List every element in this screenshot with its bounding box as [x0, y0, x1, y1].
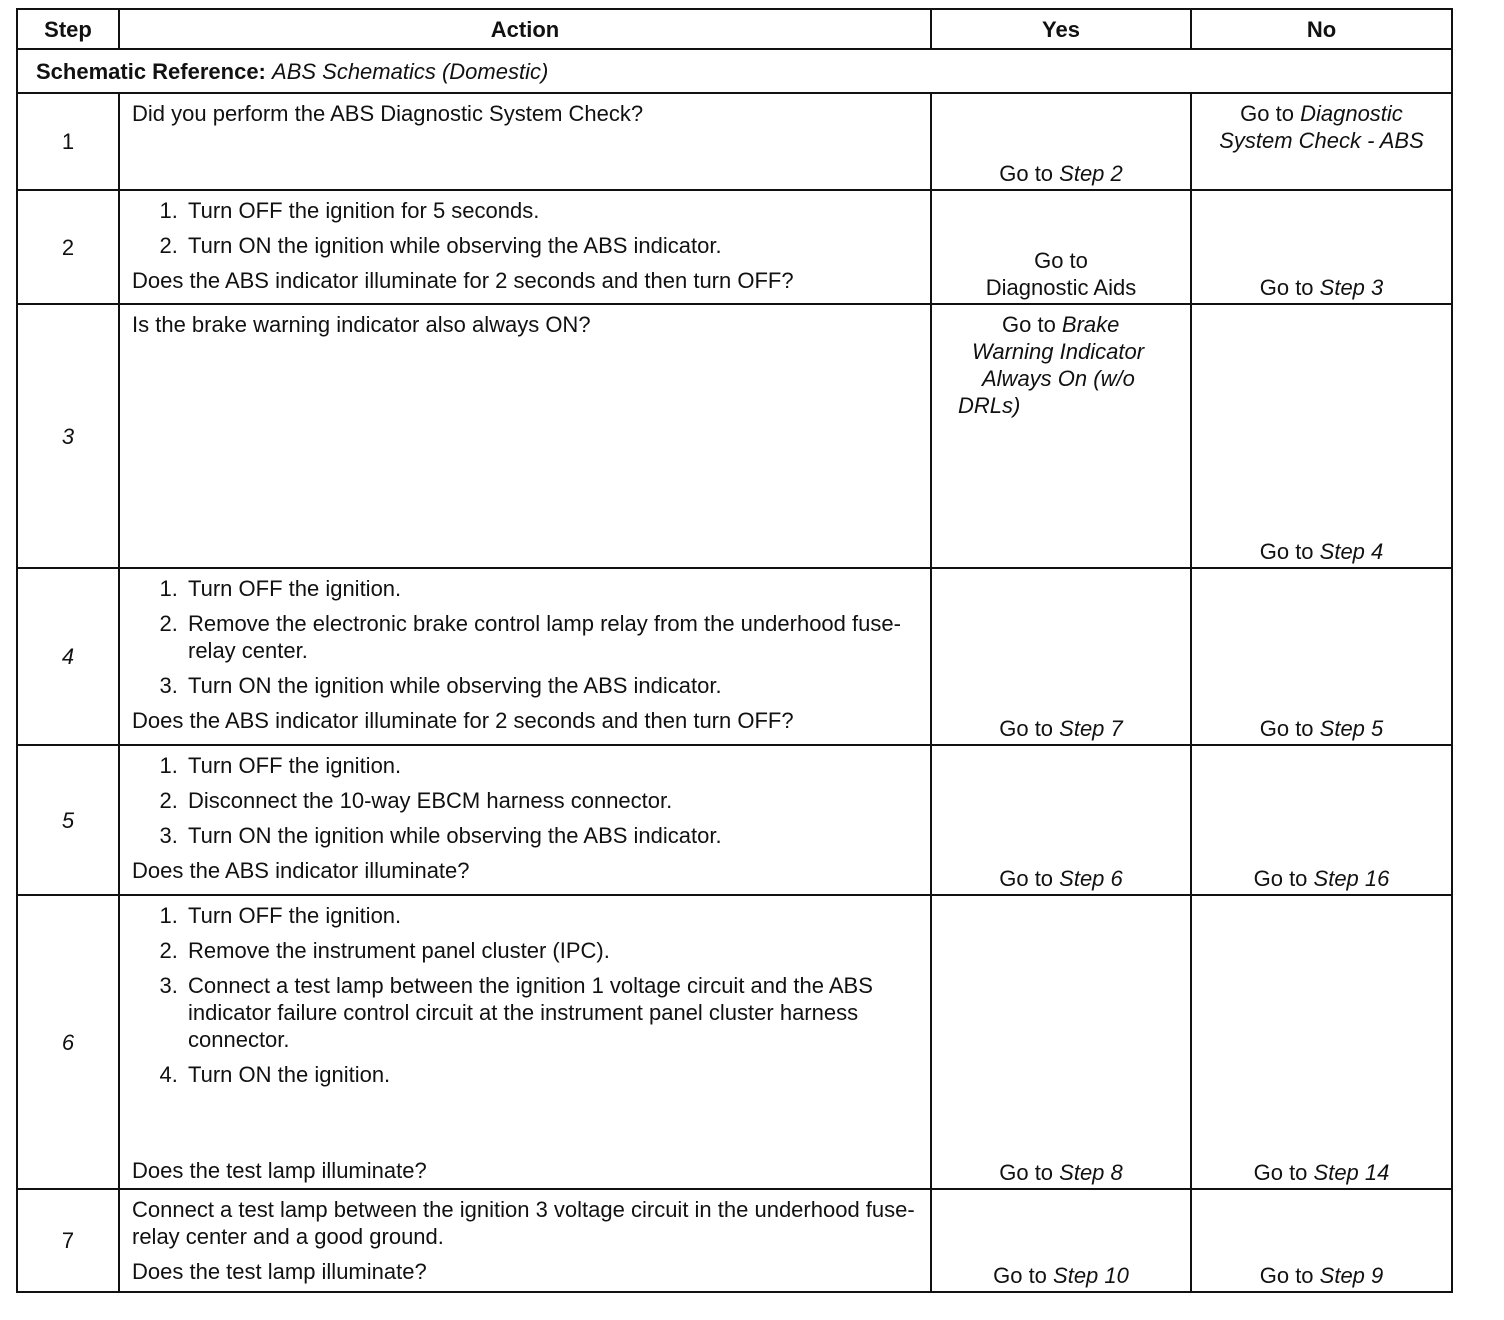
yes-result: Go to Step 10 [993, 1263, 1129, 1288]
schematic-value: ABS Schematics (Domestic) [272, 58, 549, 84]
header-row [17, 9, 1452, 49]
schematic-row [17, 49, 1452, 93]
instruction: Connect a test lamp between the ignition 3 voltage circuit in the underhood fuse-relay center and a good ground. [132, 1197, 915, 1249]
yes-cell [931, 745, 1191, 895]
no-result: Go to Step 4 [1259, 539, 1384, 564]
no-cell [1191, 895, 1452, 1189]
step-list [132, 575, 918, 699]
no-result: Go to Step 16 [1253, 866, 1390, 891]
step-number: 7 [17, 1189, 119, 1292]
step-list [132, 197, 918, 259]
list-item: 2. Remove the instrument panel cluster (IPC). [184, 937, 918, 964]
question: Does the ABS indicator illuminate? [132, 858, 470, 883]
no-cell [1191, 93, 1452, 190]
action-cell [119, 895, 931, 1189]
action-cell [119, 1189, 931, 1292]
list-item: 3. Connect a test lamp between the ignition 1 voltage circuit and the ABS indicator failure control circuit at the instrument panel cluster harness connector. [184, 972, 918, 1053]
list-item: 1. Turn OFF the ignition for 5 seconds. [184, 197, 918, 224]
no-result: Go to Diagnostic System Check - ABS [1219, 101, 1424, 153]
list-item: 3. Turn ON the ignition while observing the ABS indicator. [184, 672, 918, 699]
step-list [132, 902, 918, 1088]
question: Does the ABS indicator illuminate for 2 seconds and then turn OFF? [132, 708, 794, 733]
yes-cell [931, 93, 1191, 190]
table-row [17, 304, 1452, 568]
yes-cell [931, 895, 1191, 1189]
list-item: 2. Remove the electronic brake control lamp relay from the underhood fuse-relay center. [184, 610, 918, 664]
question: Did you perform the ABS Diagnostic System Check? [132, 101, 644, 126]
list-item: 1. Turn OFF the ignition. [184, 575, 918, 602]
table-row [17, 190, 1452, 304]
question: Does the ABS indicator illuminate for 2 seconds and then turn OFF? [132, 268, 794, 293]
header-no: No [1191, 9, 1452, 49]
question: Does the test lamp illuminate? [132, 1158, 427, 1183]
list-item: 1. Turn OFF the ignition. [184, 752, 918, 779]
action-cell [119, 93, 931, 190]
action-cell [119, 190, 931, 304]
step-number: 5 [17, 745, 119, 895]
step-list [132, 752, 918, 849]
no-cell [1191, 304, 1452, 568]
yes-cell [931, 1189, 1191, 1292]
table-row [17, 1189, 1452, 1292]
no-cell [1191, 568, 1452, 745]
yes-result: Go to Step 8 [999, 1160, 1123, 1185]
no-result: Go to Step 14 [1253, 1160, 1390, 1185]
step-number: 1 [17, 93, 119, 190]
yes-result: Go to Diagnostic Aids [985, 248, 1137, 300]
action-cell [119, 745, 931, 895]
header-yes: Yes [931, 9, 1191, 49]
schematic-label: Schematic Reference: [36, 58, 266, 84]
table-row [17, 895, 1452, 1189]
question: Does the test lamp illuminate? [132, 1259, 427, 1284]
no-result: Go to Step 3 [1259, 275, 1384, 300]
yes-result: Go to Step 7 [999, 716, 1123, 741]
yes-result: Go to Step 6 [999, 866, 1123, 891]
table-row [17, 568, 1452, 745]
yes-result: Go to Step 2 [999, 161, 1123, 186]
yes-cell [931, 190, 1191, 304]
no-result: Go to Step 5 [1259, 716, 1384, 741]
list-item: 2. Turn ON the ignition while observing the ABS indicator. [184, 232, 918, 259]
yes-cell [931, 568, 1191, 745]
header-step: Step [17, 9, 119, 49]
yes-result: Go to Brake Warning Indicator Always On (w/o DRLs) [958, 312, 1145, 418]
list-item: 2. Disconnect the 10-way EBCM harness connector. [184, 787, 918, 814]
list-item: 3. Turn ON the ignition while observing the ABS indicator. [184, 822, 918, 849]
diagnostic-table [16, 8, 1453, 1293]
step-number: 3 [17, 304, 119, 568]
action-cell [119, 568, 931, 745]
question: Is the brake warning indicator also always ON? [132, 312, 591, 337]
step-number: 6 [17, 895, 119, 1189]
no-cell [1191, 1189, 1452, 1292]
no-cell [1191, 745, 1452, 895]
list-item: 4. Turn ON the ignition. [184, 1061, 918, 1088]
step-number: 2 [17, 190, 119, 304]
yes-cell [931, 304, 1191, 568]
no-result: Go to Step 9 [1259, 1263, 1384, 1288]
action-cell [119, 304, 931, 568]
step-number: 4 [17, 568, 119, 745]
header-action: Action [119, 9, 931, 49]
table-row [17, 93, 1452, 190]
list-item: 1. Turn OFF the ignition. [184, 902, 918, 929]
table-row [17, 745, 1452, 895]
no-cell [1191, 190, 1452, 304]
schematic-reference [17, 49, 1452, 93]
